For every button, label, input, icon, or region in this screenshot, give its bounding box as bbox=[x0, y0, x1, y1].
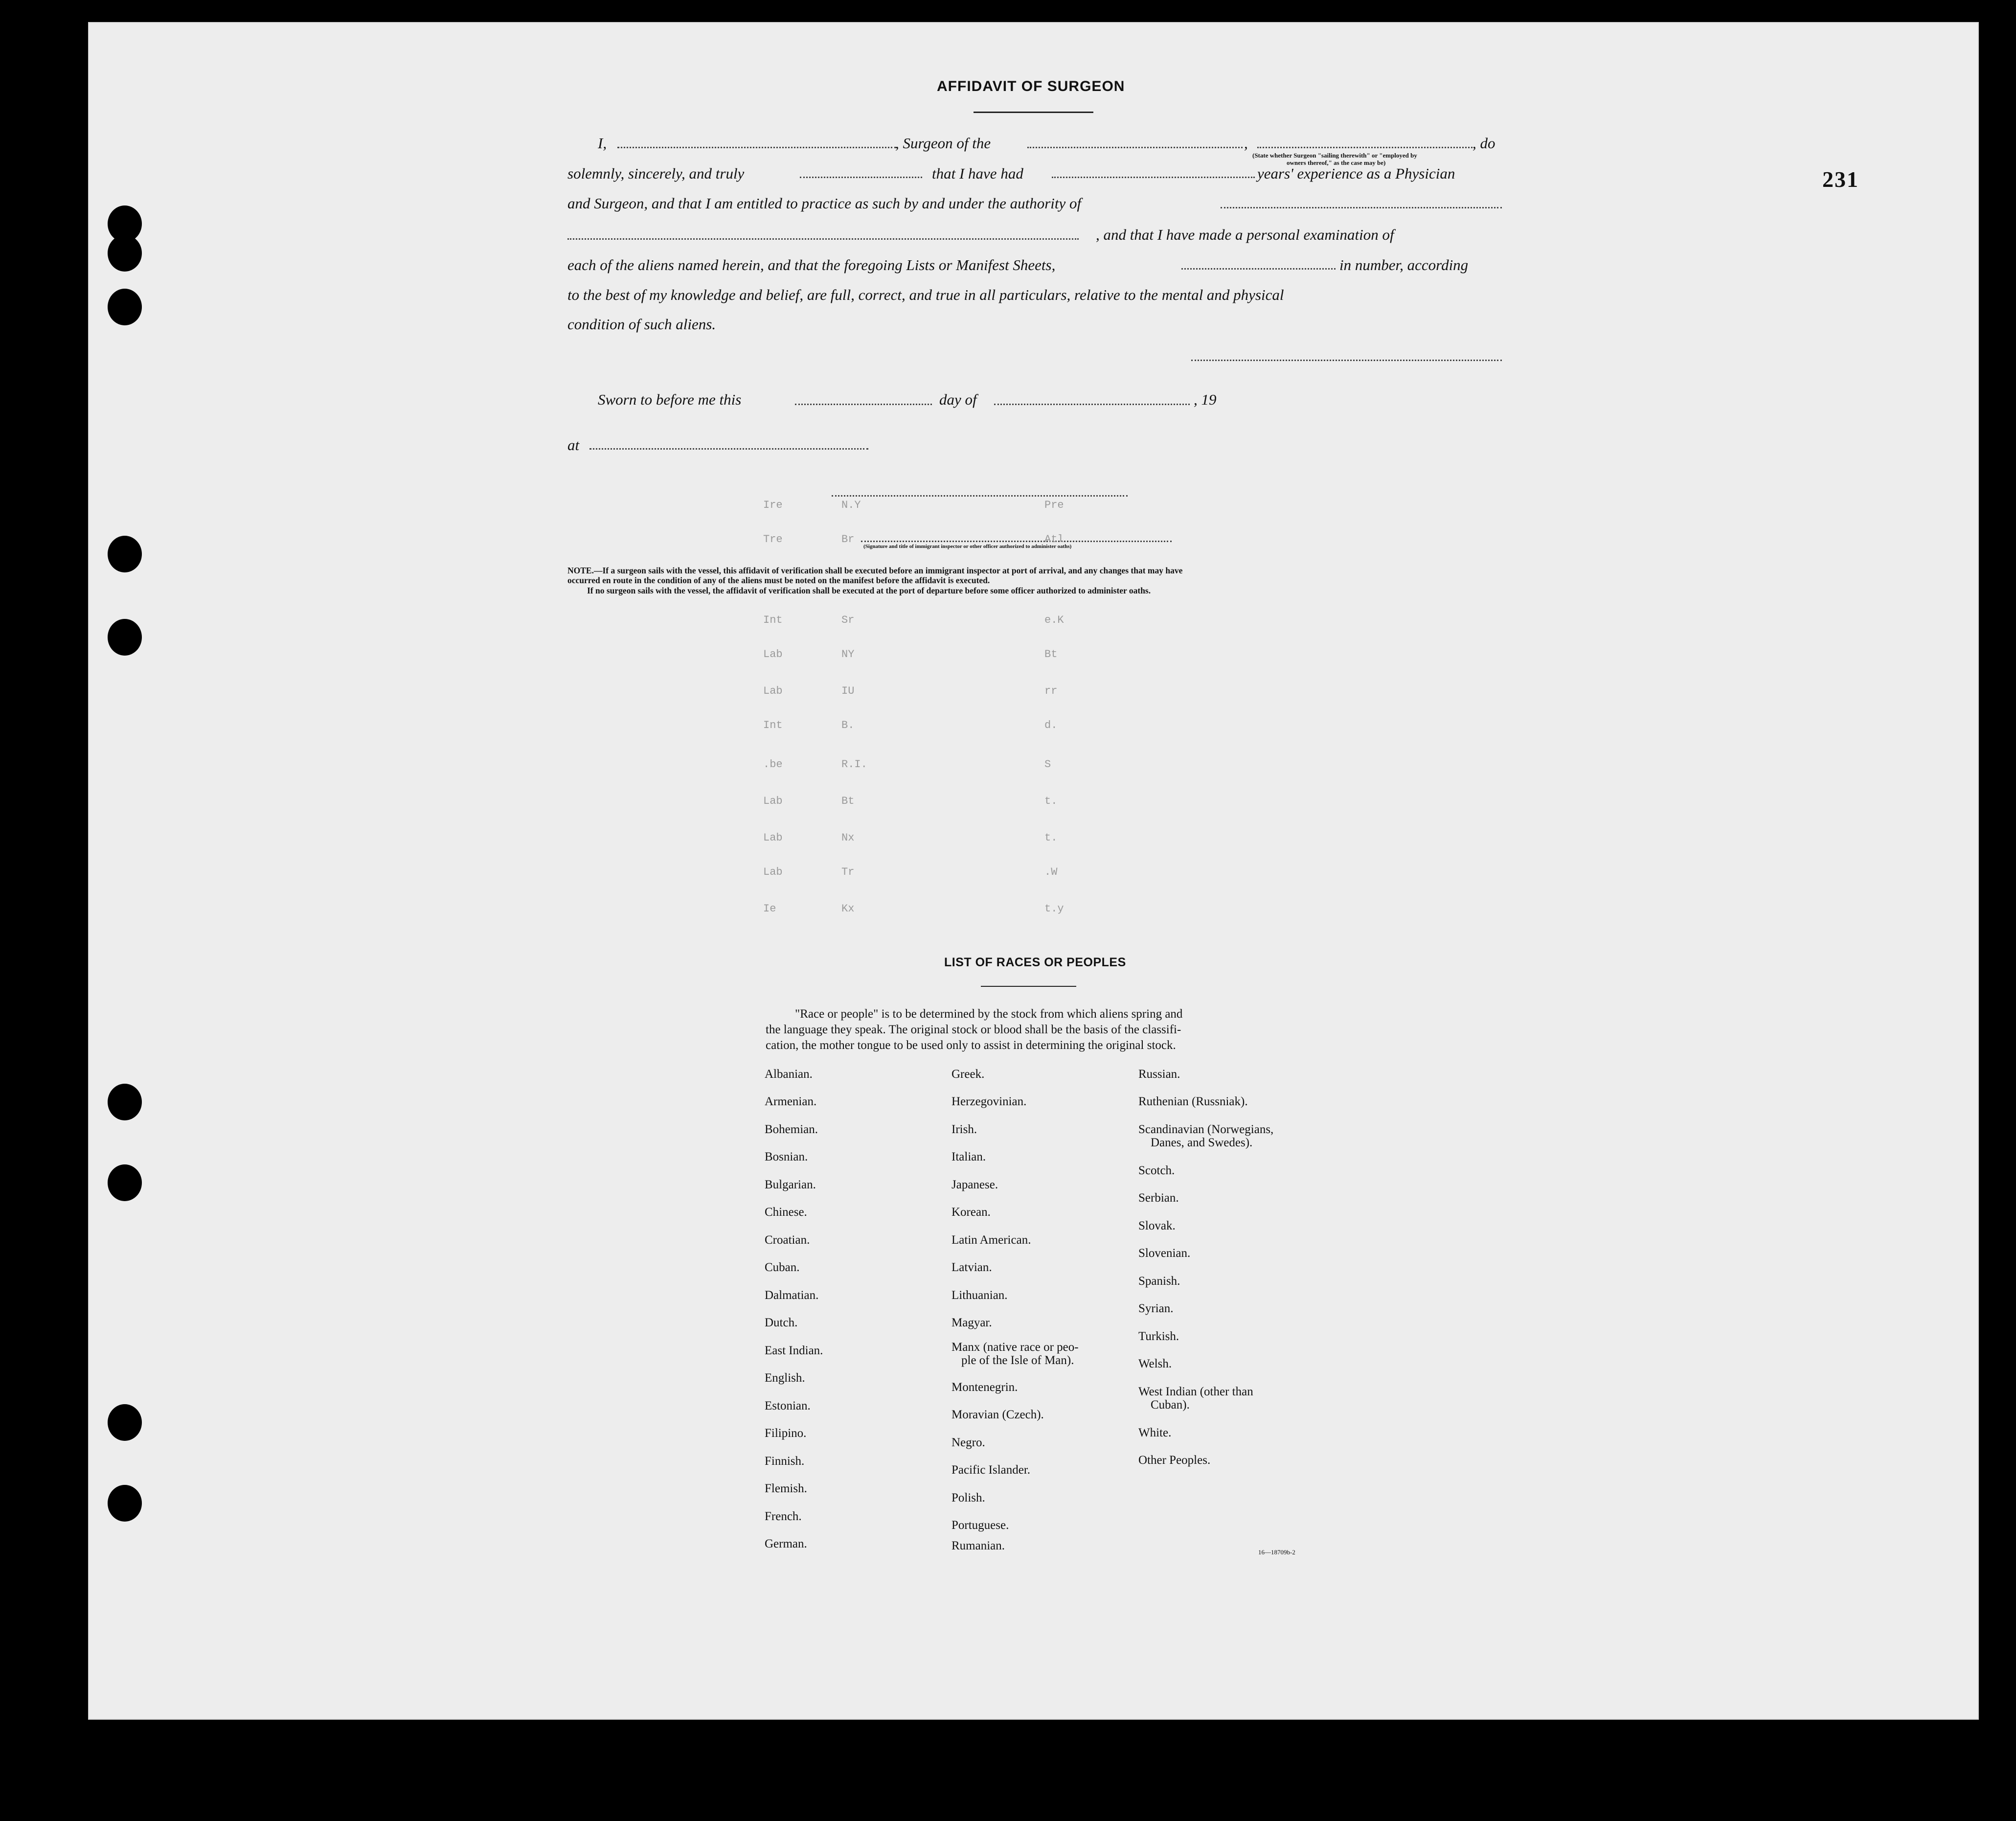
officer-signature-caption: (Signature and title of immigrant inspector or other officer authorized to administer oaths) bbox=[863, 544, 1072, 549]
race-item: Slovak. bbox=[1138, 1219, 1176, 1232]
bleed-through-a-6: Int bbox=[763, 719, 783, 731]
bleed-through-c-9: t. bbox=[1044, 832, 1058, 844]
races-intro-line-1: "Race or people" is to be determined by the stock from which aliens spring and bbox=[795, 1007, 1183, 1021]
affidavit-line-1-start: I, bbox=[598, 135, 607, 152]
race-item: Negro. bbox=[951, 1436, 985, 1449]
race-item: Cuban. bbox=[765, 1261, 800, 1274]
punch-hole bbox=[108, 1164, 142, 1201]
bleed-through-b-3: Sr bbox=[841, 614, 855, 626]
race-item: Cuban). bbox=[1151, 1398, 1190, 1411]
race-item: Danes, and Swedes). bbox=[1151, 1136, 1253, 1149]
affidavit-line-2-end: years' experience as a Physician bbox=[1257, 165, 1455, 182]
race-item: Herzegovinian. bbox=[951, 1095, 1027, 1108]
race-item: West Indian (other than bbox=[1138, 1385, 1253, 1398]
surgeon-signature-field bbox=[1191, 360, 1502, 361]
form-number: 16—18709b-2 bbox=[1258, 1548, 1295, 1556]
races-intro-line-2: the language they speak. The original stock or blood shall be the basis of the classifi- bbox=[766, 1023, 1181, 1036]
bleed-through-c-4: Bt bbox=[1044, 648, 1058, 660]
race-item: Polish. bbox=[951, 1491, 985, 1504]
race-item: English. bbox=[765, 1371, 805, 1385]
sworn-year: , 19 bbox=[1194, 391, 1217, 408]
race-item: Russian. bbox=[1138, 1068, 1180, 1081]
race-item: Japanese. bbox=[951, 1178, 998, 1191]
affidavit-title: AFFIDAVIT OF SURGEON bbox=[937, 78, 1125, 94]
bleed-through-b-8: Bt bbox=[841, 795, 855, 807]
affidavit-line-2-had: that I have had bbox=[932, 165, 1023, 182]
race-item: Dutch. bbox=[765, 1316, 798, 1329]
officer-signature-field bbox=[832, 495, 1128, 497]
bleed-through-b-6: B. bbox=[841, 719, 855, 731]
bleed-through-c-5: rr bbox=[1044, 685, 1058, 697]
races-title-underline bbox=[981, 986, 1076, 987]
bleed-through-a-7: .be bbox=[763, 758, 783, 771]
note-line-2: occurred en route in the condition of any of the aliens must be noted on the manifest before the affidavit is executed. bbox=[567, 575, 990, 585]
race-item: Latin American. bbox=[951, 1233, 1031, 1247]
race-item: ple of the Isle of Man). bbox=[961, 1354, 1074, 1367]
affidavit-line-5-start: each of the aliens named herein, and that the foregoing Lists or Manifest Sheets, bbox=[567, 256, 1056, 273]
bleed-through-b-5: IU bbox=[841, 685, 855, 697]
race-item: Turkish. bbox=[1138, 1330, 1179, 1343]
race-item: Magyar. bbox=[951, 1316, 992, 1329]
race-item: Dalmatian. bbox=[765, 1289, 819, 1302]
note-line-3: If no surgeon sails with the vessel, the affidavit of verification shall be executed at the port of departure before some officer authorized to administer oaths. bbox=[587, 586, 1151, 595]
race-item: Slovenian. bbox=[1138, 1247, 1191, 1260]
race-item: Italian. bbox=[951, 1150, 986, 1163]
punch-hole bbox=[108, 235, 142, 272]
bleed-through-c-11: t.y bbox=[1044, 903, 1064, 915]
punch-hole bbox=[108, 619, 142, 656]
races-title: LIST OF RACES OR PEOPLES bbox=[944, 956, 1126, 969]
bleed-through-b-2: Br bbox=[841, 533, 855, 546]
race-item: Bohemian. bbox=[765, 1123, 818, 1136]
race-item: Bosnian. bbox=[765, 1150, 808, 1163]
race-item: Finnish. bbox=[765, 1455, 805, 1468]
note-line-1: NOTE.—If a surgeon sails with the vessel, this affidavit of verification shall be executed before an immigrant inspector at port of arrival, and any changes that may have bbox=[567, 566, 1183, 575]
bleed-through-c-6: d. bbox=[1044, 719, 1058, 731]
sworn-start: Sworn to before me this bbox=[598, 391, 742, 408]
bleed-through-a-4: Lab bbox=[763, 648, 783, 660]
at-label: at bbox=[567, 436, 580, 454]
affidavit-line-2-start: solemnly, sincerely, and truly bbox=[567, 165, 745, 182]
punch-hole bbox=[108, 1404, 142, 1441]
bleed-through-a-8: Lab bbox=[763, 795, 783, 807]
affidavit-line-4: , and that I have made a personal examination of bbox=[1096, 226, 1394, 243]
race-item: Scandinavian (Norwegians, bbox=[1138, 1123, 1274, 1136]
bleed-through-c-2: Atl bbox=[1044, 533, 1064, 546]
truly-field bbox=[800, 177, 922, 178]
sworn-day-of: day of bbox=[939, 391, 977, 408]
race-item: Greek. bbox=[951, 1068, 985, 1081]
race-item: Flemish. bbox=[765, 1482, 807, 1495]
race-item: White. bbox=[1138, 1426, 1172, 1439]
bleed-through-c-7: S bbox=[1044, 758, 1051, 771]
bleed-through-a-5: Lab bbox=[763, 685, 783, 697]
bleed-through-b-11: Kx bbox=[841, 903, 855, 915]
bleed-through-c-1: Pre bbox=[1044, 499, 1064, 511]
race-item: Latvian. bbox=[951, 1261, 992, 1274]
authority-field bbox=[1221, 207, 1502, 208]
affidavit-line-1-comma: , bbox=[1244, 135, 1248, 152]
races-intro-line-3: cation, the mother tongue to be used only to assist in determining the original stock. bbox=[766, 1039, 1176, 1052]
sworn-day-field bbox=[795, 404, 932, 405]
document-page bbox=[88, 22, 1979, 1720]
sworn-month-field bbox=[994, 404, 1190, 405]
race-item: Croatian. bbox=[765, 1233, 810, 1247]
bleed-through-a-3: Int bbox=[763, 614, 783, 626]
race-item: Ruthenian (Russniak). bbox=[1138, 1095, 1248, 1108]
bleed-through-c-3: e.K bbox=[1044, 614, 1064, 626]
race-item: Rumanian. bbox=[951, 1539, 1005, 1552]
bleed-through-b-9: Nx bbox=[841, 832, 855, 844]
bleed-through-a-2: Tre bbox=[763, 533, 783, 546]
race-item: Filipino. bbox=[765, 1427, 807, 1440]
surgeon-name-field bbox=[617, 147, 896, 148]
race-item: French. bbox=[765, 1510, 802, 1523]
race-item: Estonian. bbox=[765, 1399, 811, 1412]
bleed-through-c-10: .W bbox=[1044, 866, 1058, 878]
affidavit-line-5-end: in number, according bbox=[1339, 256, 1469, 273]
bleed-through-b-10: Tr bbox=[841, 866, 855, 878]
authority-field-continued bbox=[567, 238, 1079, 240]
race-item: Albanian. bbox=[765, 1068, 813, 1081]
punch-hole bbox=[108, 1485, 142, 1522]
surgeon-status-field bbox=[1257, 147, 1472, 148]
race-item: Irish. bbox=[951, 1123, 977, 1136]
bleed-through-b-4: NY bbox=[841, 648, 855, 660]
affidavit-line-7: condition of such aliens. bbox=[567, 316, 716, 333]
race-item: Syrian. bbox=[1138, 1302, 1174, 1315]
bleed-through-a-11: Ie bbox=[763, 903, 776, 915]
sheets-count-field bbox=[1181, 268, 1336, 270]
punch-hole bbox=[108, 536, 142, 572]
race-item: East Indian. bbox=[765, 1344, 823, 1357]
race-item: Bulgarian. bbox=[765, 1178, 816, 1191]
surgeon-status-hint-1: (State whether Surgeon "sailing therewith" or "employed by bbox=[1252, 152, 1417, 159]
bleed-through-a-10: Lab bbox=[763, 866, 783, 878]
punch-hole bbox=[108, 1084, 142, 1120]
affidavit-line-1-end: , do bbox=[1472, 135, 1495, 152]
race-item: Lithuanian. bbox=[951, 1289, 1008, 1302]
race-item: Spanish. bbox=[1138, 1275, 1180, 1288]
race-item: Welsh. bbox=[1138, 1357, 1172, 1370]
race-item: Moravian (Czech). bbox=[951, 1408, 1044, 1421]
officer-title-field bbox=[861, 541, 1172, 542]
race-item: Other Peoples. bbox=[1138, 1454, 1211, 1467]
bleed-through-b-1: N.Y bbox=[841, 499, 861, 511]
vessel-name-field bbox=[1027, 147, 1243, 148]
race-item: Montenegrin. bbox=[951, 1381, 1018, 1394]
bleed-through-c-8: t. bbox=[1044, 795, 1058, 807]
race-item: Korean. bbox=[951, 1206, 991, 1219]
race-item: Chinese. bbox=[765, 1206, 807, 1219]
bleed-through-a-9: Lab bbox=[763, 832, 783, 844]
title-underline bbox=[974, 112, 1093, 113]
affidavit-line-6: to the best of my knowledge and belief, are full, correct, and true in all particulars, relative to the mental and physical bbox=[567, 286, 1284, 303]
race-item: German. bbox=[765, 1537, 807, 1550]
race-item: Portuguese. bbox=[951, 1519, 1009, 1532]
race-item: Scotch. bbox=[1138, 1164, 1175, 1177]
years-experience-field bbox=[1052, 177, 1255, 178]
surgeon-status-hint-2: owners thereof," as the case may be) bbox=[1287, 159, 1386, 166]
page-number: 231 bbox=[1822, 167, 1859, 192]
race-item: Armenian. bbox=[765, 1095, 817, 1108]
race-item: Serbian. bbox=[1138, 1191, 1179, 1205]
affidavit-line-3: and Surgeon, and that I am entitled to practice as such by and under the authority of bbox=[567, 195, 1082, 212]
affidavit-line-1-surgeon: , Surgeon of the bbox=[895, 135, 991, 152]
bleed-through-a-1: Ire bbox=[763, 499, 783, 511]
bleed-through-b-7: R.I. bbox=[841, 758, 867, 771]
punch-hole bbox=[108, 289, 142, 325]
race-item: Manx (native race or peo- bbox=[951, 1341, 1079, 1354]
at-place-field bbox=[589, 448, 868, 450]
race-item: Pacific Islander. bbox=[951, 1463, 1031, 1477]
